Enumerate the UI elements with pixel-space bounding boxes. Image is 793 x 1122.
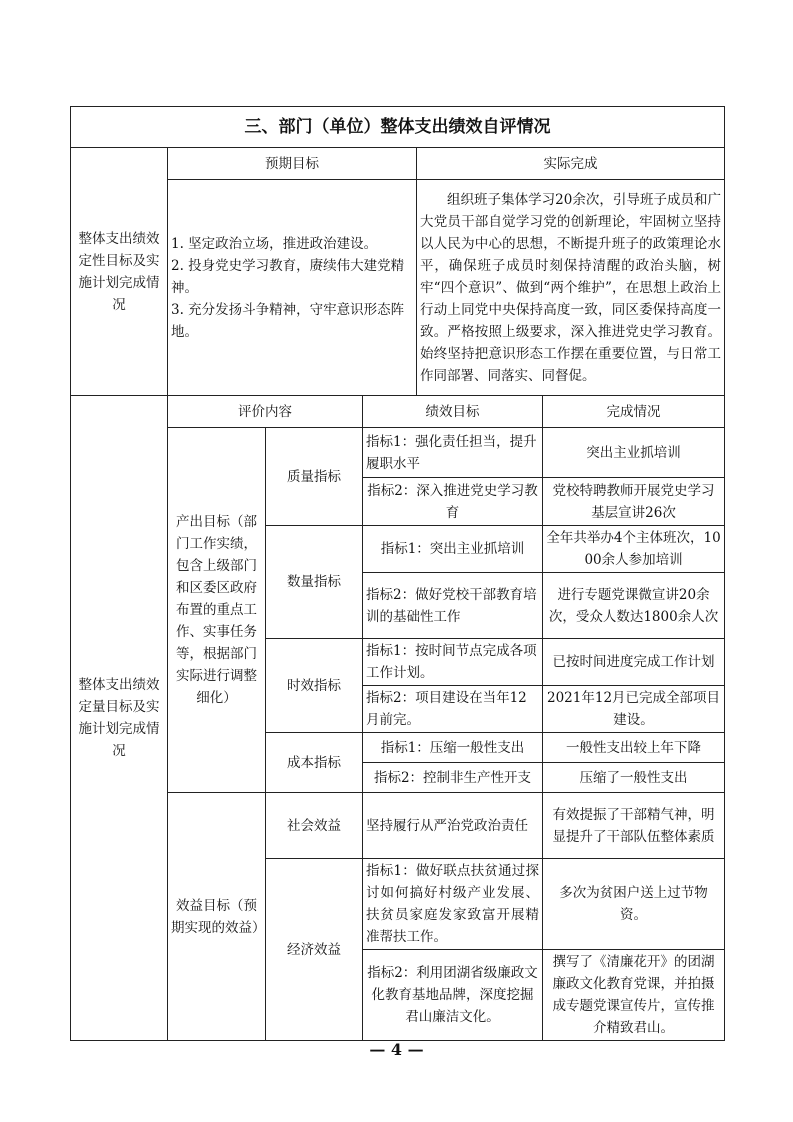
quality-indicator-label: 质量指标 [266, 428, 363, 526]
self-evaluation-table [70, 106, 725, 1041]
economic-target-1: 指标1：做好联点扶贫通过探讨如何搞好村级产业发展、扶贫员家庭发家致富开展精准帮扶工作。 [363, 859, 543, 950]
social-target: 坚持履行从严治党政治责任 [363, 793, 543, 859]
cost-target-2: 指标2：控制非生产性开支 [363, 763, 543, 793]
economic-target-2: 指标2：利用团湖省级廉政文化教育基地品牌，深度挖掘君山廉洁文化。 [363, 950, 543, 1041]
time-target-1: 指标1：按时间节点完成各项工作计划。 [363, 639, 543, 686]
benefit-goal-label: 效益目标（预期实现的效益） [168, 793, 266, 1041]
quantity-target-1: 指标1：突出主业抓培训 [363, 526, 543, 573]
cost-indicator-label: 成本指标 [266, 733, 363, 793]
qualitative-row-label: 整体支出绩效定性目标及实施计划完成情况 [71, 148, 168, 396]
completion-status-header: 完成情况 [543, 396, 725, 428]
quantity-indicator-label: 数量指标 [266, 526, 363, 639]
quantity-target-2: 指标2：做好党校干部教育培训的基础性工作 [363, 573, 543, 639]
expected-goal-text: 1. 坚定政治立场，推进政治建设。 2. 投身党史学习教育，赓续伟大建党精神。 3. 充分发扬斗争精神，守牢意识形态阵地。 [168, 180, 417, 396]
actual-completion-header: 实际完成 [417, 148, 725, 180]
quality-target-1: 指标1：强化责任担当，提升履职水平 [363, 428, 543, 478]
time-result-2: 2021年12月已完成全部项目建设。 [543, 686, 725, 733]
time-indicator-label: 时效指标 [266, 639, 363, 733]
performance-target-header: 绩效目标 [363, 396, 543, 428]
time-target-2: 指标2：项目建设在当年12月前完。 [363, 686, 543, 733]
quantity-result-1: 全年共举办4个主体班次，1000余人参加培训 [543, 526, 725, 573]
cost-target-1: 指标1：压缩一般性支出 [363, 733, 543, 763]
expected-goal-header: 预期目标 [168, 148, 417, 180]
section-title: 三、部门（单位）整体支出绩效自评情况 [71, 107, 725, 148]
economic-result-2: 撰写了《清廉花开》的团湖廉政文化教育党课，并拍摄成专题党课宣传片，宣传推介精致君山。 [543, 950, 725, 1041]
quality-result-2: 党校特聘教师开展党史学习基层宣讲26次 [543, 478, 725, 526]
quality-target-2: 指标2：深入推进党史学习教育 [363, 478, 543, 526]
output-goal-label: 产出目标（部门工作实绩，包含上级部门和区委区政府布置的重点工作、实事任务等，根据部门实际进行调整细化） [168, 428, 266, 793]
cost-result-2: 压缩了一般性支出 [543, 763, 725, 793]
actual-completion-text: 组织班子集体学习20余次，引导班子成员和广大党员干部自觉学习党的创新理论，牢固树立坚持以人民为中心的思想，不断提升班子的政策理论水平，确保班子成员时刻保持清醒的政治头脑，树牢“四个意识”、做到“两个维护”，在思想上政治上行动上同党中央保持高度一致，同区委保持高度一致。严格按照上级要求，深入推进党史学习教育。始终坚持把意识形态工作摆在重要位置，与日常工作同部署、同落实、同督促。 [417, 180, 725, 396]
quantity-result-2: 进行专题党课微宣讲20余次，受众人数达1800余人次 [543, 573, 725, 639]
cost-result-1: 一般性支出较上年下降 [543, 733, 725, 763]
evaluation-content-header: 评价内容 [168, 396, 363, 428]
economic-benefit-label: 经济效益 [266, 859, 363, 1041]
quantitative-row-label: 整体支出绩效定量目标及实施计划完成情况 [71, 396, 168, 1041]
quality-result-1: 突出主业抓培训 [543, 428, 725, 478]
social-result: 有效提振了干部精气神，明显提升了干部队伍整体素质 [543, 793, 725, 859]
social-benefit-label: 社会效益 [266, 793, 363, 859]
time-result-1: 已按时间进度完成工作计划 [543, 639, 725, 686]
economic-result-1: 多次为贫困户送上过节物资。 [543, 859, 725, 950]
page-number: — 4 — [369, 1040, 424, 1059]
